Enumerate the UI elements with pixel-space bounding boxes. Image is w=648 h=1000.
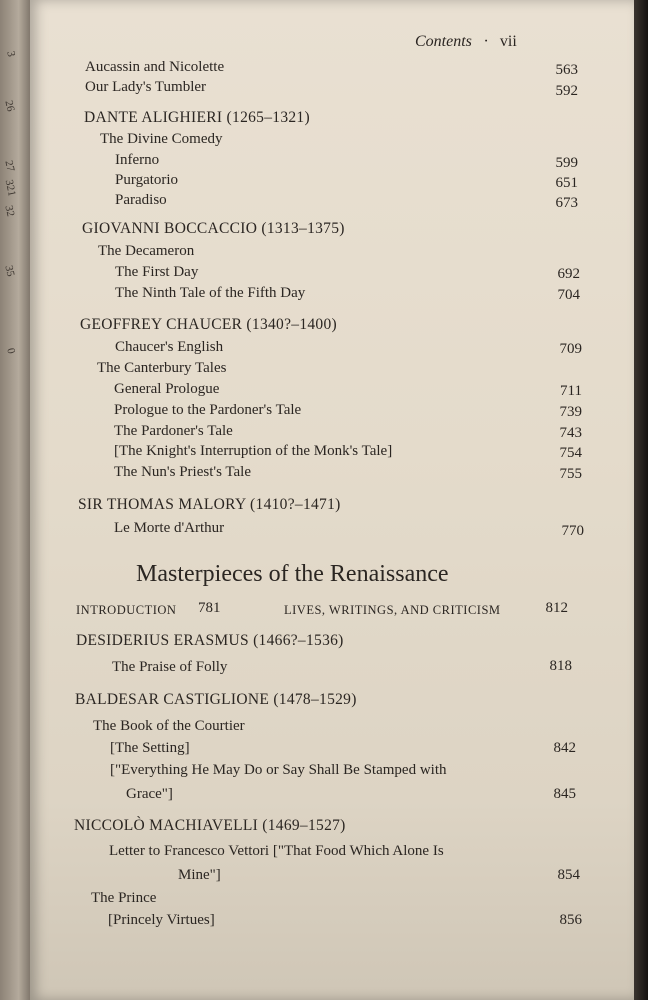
toc-entry: The Praise of Folly xyxy=(112,659,228,675)
toc-entry: Chaucer's English xyxy=(115,339,224,355)
toc-page-number: 770 xyxy=(561,523,584,539)
toc-page-number: 755 xyxy=(559,466,582,482)
toc-page-number: 704 xyxy=(557,287,580,303)
lives-writings-label: LIVES, WRITINGS, AND CRITICISM xyxy=(284,603,501,617)
toc-entry: The First Day xyxy=(115,264,199,280)
left-margin-glyph: 3 xyxy=(4,50,18,58)
left-margin-glyph: 27 xyxy=(2,159,17,173)
toc-entry: [Princely Virtues] xyxy=(108,912,215,928)
header-page-number: vii xyxy=(499,33,517,50)
section-title: Masterpieces of the Renaissance xyxy=(136,561,449,587)
toc-page-number: 845 xyxy=(553,786,576,802)
book-page xyxy=(30,0,634,1000)
toc-entry: Inferno xyxy=(115,152,160,168)
introduction-label: INTRODUCTION xyxy=(76,603,177,617)
left-margin-glyph: 321 xyxy=(2,178,18,198)
toc-page-number: 709 xyxy=(559,341,582,357)
header-dot: · xyxy=(483,33,488,50)
toc-entry: The Nun's Priest's Tale xyxy=(114,464,251,480)
left-margin-glyph: 35 xyxy=(2,264,17,278)
toc-page-number: 711 xyxy=(560,383,582,399)
toc-page-number: 692 xyxy=(557,266,580,282)
toc-entry: Our Lady's Tumbler xyxy=(85,79,207,95)
author-heading: NICCOLÒ MACHIAVELLI (1469–1527) xyxy=(74,817,346,834)
header-label: Contents xyxy=(415,33,472,50)
toc-entry: General Prologue xyxy=(114,381,220,397)
toc-entry: Paradiso xyxy=(115,192,167,208)
toc-entry: ["Everything He May Do or Say Shall Be Stamped with xyxy=(110,762,447,778)
toc-page-number: 754 xyxy=(559,445,582,461)
work-title: The Prince xyxy=(91,890,157,906)
left-margin-glyph: 0 xyxy=(4,347,18,355)
author-heading: GEOFFREY CHAUCER (1340?–1400) xyxy=(80,316,337,333)
work-title: The Canterbury Tales xyxy=(97,360,227,376)
toc-page-number: 599 xyxy=(555,155,578,171)
work-title: The Decameron xyxy=(98,243,195,259)
toc-entry: [The Knight's Interruption of the Monk's Tale] xyxy=(114,443,393,459)
toc-page-number: 854 xyxy=(557,867,580,883)
toc-page-number: 781 xyxy=(198,600,221,616)
toc-page-number: 739 xyxy=(559,404,582,420)
toc-entry: Aucassin and Nicolette xyxy=(85,59,225,75)
work-title: The Book of the Courtier xyxy=(93,718,245,734)
left-page-edge xyxy=(0,0,34,1000)
toc-entry: [The Setting] xyxy=(110,740,190,756)
toc-page-number: 743 xyxy=(559,425,582,441)
left-margin-glyph: 26 xyxy=(2,99,17,113)
toc-entry: The Pardoner's Tale xyxy=(114,423,233,439)
toc-page-number: 818 xyxy=(549,658,572,674)
toc-page-number: 563 xyxy=(555,62,578,78)
toc-page-number: 592 xyxy=(555,83,578,99)
author-heading: BALDESAR CASTIGLIONE (1478–1529) xyxy=(75,691,357,708)
toc-entry: Le Morte d'Arthur xyxy=(114,520,225,536)
author-heading: SIR THOMAS MALORY (1410?–1471) xyxy=(78,496,341,513)
right-page-edge xyxy=(634,0,648,1000)
toc-page-number: 812 xyxy=(545,600,568,616)
toc-entry: The Ninth Tale of the Fifth Day xyxy=(115,285,306,301)
toc-page-number: 842 xyxy=(553,740,576,756)
toc-entry-continued: Grace"] xyxy=(126,786,173,802)
toc-entry: Prologue to the Pardoner's Tale xyxy=(114,402,302,418)
author-heading: DANTE ALIGHIERI (1265–1321) xyxy=(84,109,310,126)
toc-page-number: 651 xyxy=(555,175,578,191)
running-header xyxy=(415,33,517,51)
work-title: The Divine Comedy xyxy=(100,131,223,147)
author-heading: DESIDERIUS ERASMUS (1466?–1536) xyxy=(76,632,344,649)
toc-entry-continued: Mine"] xyxy=(178,867,221,883)
toc-entry: Letter to Francesco Vettori ["That Food Which Alone Is xyxy=(109,843,444,859)
author-heading: GIOVANNI BOCCACCIO (1313–1375) xyxy=(82,220,345,237)
left-margin-glyph: 32 xyxy=(2,204,17,218)
toc-entry: Purgatorio xyxy=(115,172,179,188)
toc-page-number: 673 xyxy=(555,195,578,211)
toc-page-number: 856 xyxy=(559,912,582,928)
